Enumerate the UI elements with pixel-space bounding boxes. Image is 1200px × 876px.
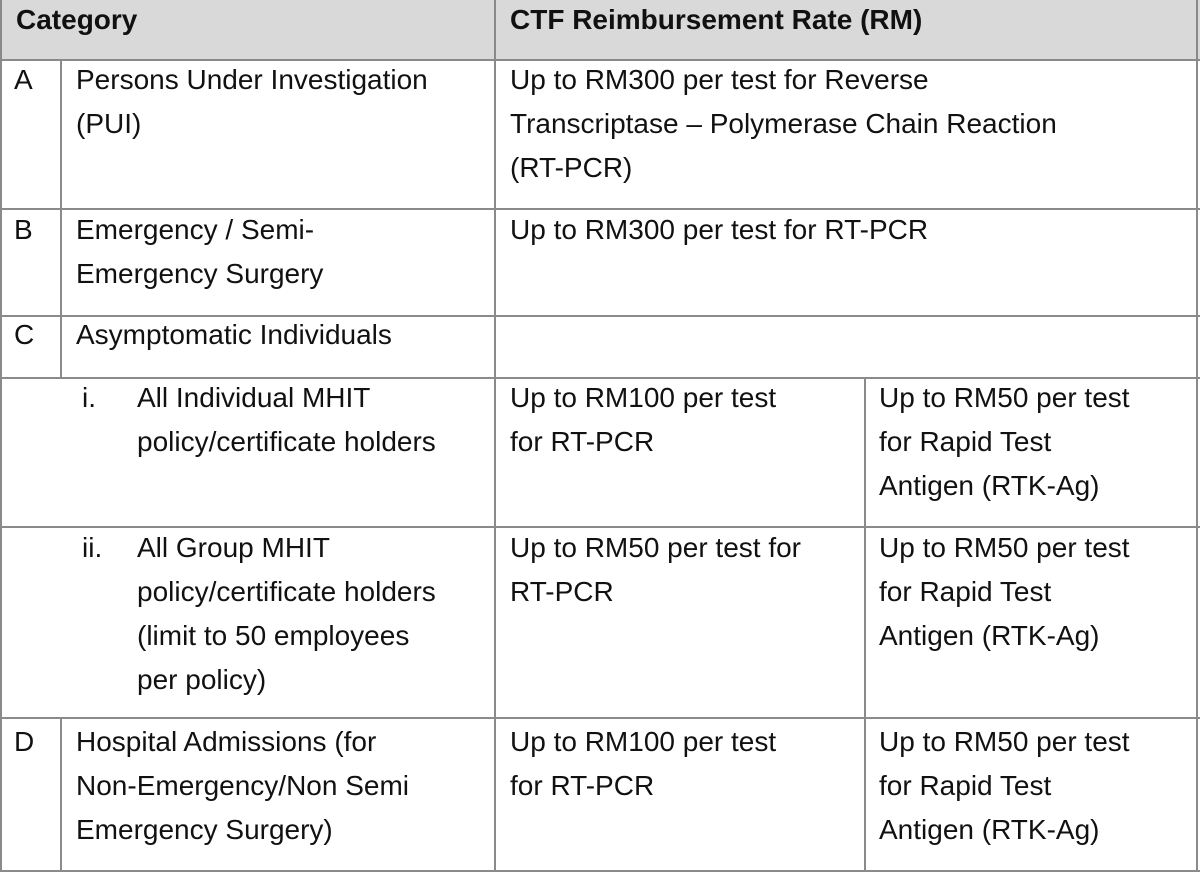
row-ci-antigen-line: Up to RM50 per test: [879, 382, 1130, 413]
row-a-rate-line: (RT-PCR): [510, 152, 633, 183]
column-divider: [864, 377, 866, 872]
row-d-antigen-line: Up to RM50 per test: [879, 726, 1130, 757]
row-cii-antigen-line: Antigen (RTK-Ag): [879, 620, 1100, 651]
row-d-pcr-line: Up to RM100 per test: [510, 726, 777, 757]
row-ci-category-line: policy/certificate holders: [137, 426, 436, 457]
header-reimbursement-rate: CTF Reimbursement Rate (RM): [510, 4, 923, 35]
row-cii-antigen-line: for Rapid Test: [879, 576, 1052, 607]
row-d-antigen-line: Antigen (RTK-Ag): [879, 814, 1100, 845]
row-b-rate-line: Up to RM300 per test for RT-PCR: [510, 214, 929, 245]
row-cii-category-line: policy/certificate holders: [137, 576, 436, 607]
row-d-category-line: Hospital Admissions (for: [76, 726, 377, 757]
row-code-a: A: [14, 64, 33, 95]
row-divider: [0, 870, 1200, 872]
row-c-category-line: Asymptomatic Individuals: [76, 319, 392, 350]
row-d-category-line: Non-Emergency/Non Semi: [76, 770, 410, 801]
row-ci-pcr-line: for RT-PCR: [510, 426, 655, 457]
row-cii-antigen-line: Up to RM50 per test: [879, 532, 1130, 563]
row-ci-category-line: All Individual MHIT: [137, 382, 371, 413]
column-divider: [60, 717, 62, 872]
row-cii-pcr-line: Up to RM50 per test for: [510, 532, 802, 563]
row-code-c: C: [14, 319, 35, 350]
row-code-d: D: [14, 726, 35, 757]
row-cii-pcr-line: RT-PCR: [510, 576, 614, 607]
row-code-b: B: [14, 214, 33, 245]
row-ci-antigen-line: for Rapid Test: [879, 426, 1052, 457]
row-ci-numeral: i.: [82, 382, 96, 413]
row-cii-category-line: (limit to 50 employees: [137, 620, 410, 651]
row-divider: [0, 717, 1200, 719]
row-cii-numeral: ii.: [82, 532, 103, 563]
row-cii-category-line: All Group MHIT: [137, 532, 330, 563]
column-divider: [0, 0, 2, 872]
row-b-category-line: Emergency Surgery: [76, 258, 324, 289]
row-cii-category-line: per policy): [137, 664, 267, 695]
row-d-antigen-line: for Rapid Test: [879, 770, 1052, 801]
row-a-category-line: (PUI): [76, 108, 142, 139]
row-ci-antigen-line: Antigen (RTK-Ag): [879, 470, 1100, 501]
column-divider: [60, 59, 62, 379]
row-d-category-line: Emergency Surgery): [76, 814, 333, 845]
row-ci-pcr-line: Up to RM100 per test: [510, 382, 777, 413]
column-divider: [494, 0, 496, 872]
column-divider: [1196, 0, 1198, 872]
row-a-rate-line: Transcriptase – Polymerase Chain Reaction: [510, 108, 1057, 139]
row-a-category-line: Persons Under Investigation: [76, 64, 428, 95]
row-d-pcr-line: for RT-PCR: [510, 770, 655, 801]
row-a-rate-line: Up to RM300 per test for Reverse: [510, 64, 929, 95]
header-category: Category: [16, 4, 138, 35]
row-b-category-line: Emergency / Semi-: [76, 214, 315, 245]
